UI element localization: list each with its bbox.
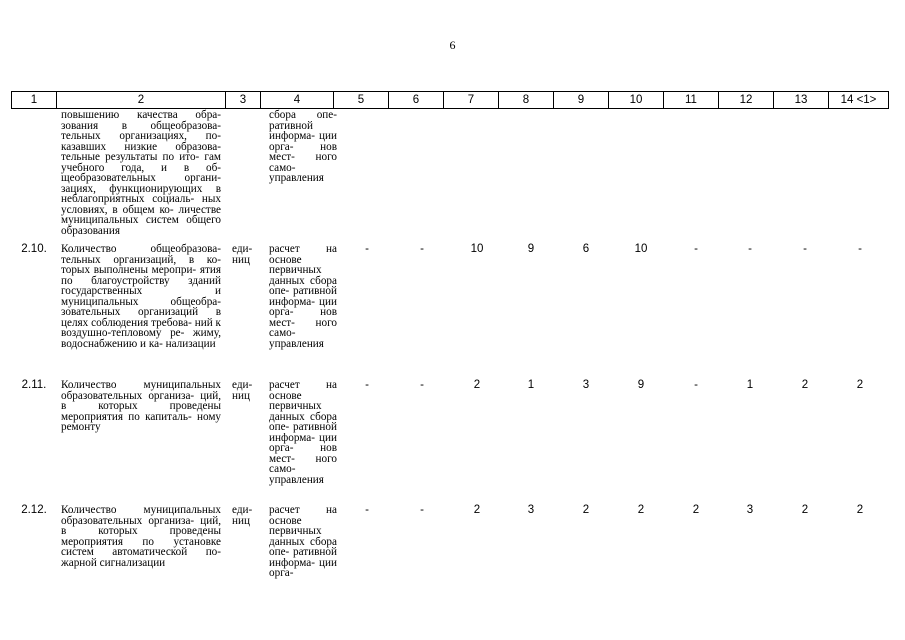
- header-col-14: 14 <1>: [829, 92, 889, 109]
- header-col-7: 7: [444, 92, 499, 109]
- header-col-8: 8: [499, 92, 554, 109]
- value-col-6: -: [420, 504, 424, 516]
- row-number: 2.12.: [21, 504, 47, 516]
- value-col-12: -: [748, 243, 752, 255]
- value-col-12: 3: [746, 504, 754, 516]
- value-col-8: 1: [527, 379, 535, 391]
- row-unit: еди- ниц: [232, 243, 253, 266]
- value-col-5: -: [365, 504, 369, 516]
- value-col-8: 9: [527, 243, 535, 255]
- value-col-6: -: [420, 379, 424, 391]
- row-method: расчет на основе первичных данных сбора опе- ративной информа- ции орга- нов мест- ного само- управления: [269, 243, 337, 350]
- header-col-4: 4: [261, 92, 334, 109]
- value-col-13: 2: [801, 379, 809, 391]
- value-col-8: 3: [527, 504, 535, 516]
- value-col-11: -: [694, 243, 698, 255]
- row-method: расчет на основе первичных данных сбора опе- ративной информа- ции орга-: [269, 504, 337, 579]
- value-col-7: 2: [473, 504, 481, 516]
- continuation-name: повышению качества обра- зования в общеобразова- тельных организациях, по- казавших низкие образова- тельные результаты по ито- гам учебного года, и в об- щеобразовательных органи- зациях, функционирующих в неблагоприятных социаль- ных условиях, в общем ко- личестве муниципальных систем общего образования: [61, 109, 221, 237]
- value-col-11: 2: [692, 504, 700, 516]
- header-col-5: 5: [334, 92, 389, 109]
- header-col-3: 3: [226, 92, 261, 109]
- value-col-5: -: [365, 243, 369, 255]
- value-col-10: 10: [634, 243, 648, 255]
- header-col-10: 10: [609, 92, 664, 109]
- row-number: 2.10.: [21, 243, 47, 255]
- header-col-1: 1: [12, 92, 57, 109]
- row-unit: еди- ниц: [232, 504, 253, 527]
- table-header-row: [11, 91, 889, 109]
- value-col-6: -: [420, 243, 424, 255]
- page-number: 6: [449, 38, 456, 52]
- value-col-10: 9: [637, 379, 645, 391]
- row-number: 2.11.: [21, 379, 47, 391]
- value-col-10: 2: [637, 504, 645, 516]
- row-method: расчет на основе первичных данных сбора опе- ративной информа- ции орга- нов мест- ного само- управления: [269, 379, 337, 486]
- value-col-13: 2: [801, 504, 809, 516]
- value-col-14: 2: [856, 504, 864, 516]
- header-col-6: 6: [389, 92, 444, 109]
- header-col-9: 9: [554, 92, 609, 109]
- value-col-7: 10: [470, 243, 484, 255]
- value-col-14: -: [858, 243, 862, 255]
- header-col-12: 12: [719, 92, 774, 109]
- value-col-9: 6: [582, 243, 590, 255]
- value-col-7: 2: [473, 379, 481, 391]
- value-col-9: 2: [582, 504, 590, 516]
- value-col-5: -: [365, 379, 369, 391]
- value-col-14: 2: [856, 379, 864, 391]
- row-indicator-name: Количество общеобразова- тельных организаций, в ко- торых выполнены меропри- ятия по благоустройству зданий государственных и муниципальных общеобра- зовательных организаций в целях соблюдения требова- ний к воздушно-тепловому ре- жиму, водоснабжению и ка- нализации: [61, 243, 221, 350]
- value-col-9: 3: [582, 379, 590, 391]
- header-col-13: 13: [774, 92, 829, 109]
- continuation-method: сбора опе- ративной информа- ции орга- нов мест- ного само- управления: [269, 109, 337, 184]
- header-col-2: 2: [57, 92, 226, 109]
- header-col-11: 11: [664, 92, 719, 109]
- row-unit: еди- ниц: [232, 379, 253, 402]
- value-col-13: -: [803, 243, 807, 255]
- row-indicator-name: Количество муниципальных образовательных организа- ций, в которых проведены мероприятия по капиталь- ному ремонту: [61, 379, 221, 433]
- row-indicator-name: Количество муниципальных образовательных организа- ций, в которых проведены мероприятия по установке систем автоматической по- жарной сигнализации: [61, 504, 221, 569]
- value-col-12: 1: [746, 379, 754, 391]
- value-col-11: -: [694, 379, 698, 391]
